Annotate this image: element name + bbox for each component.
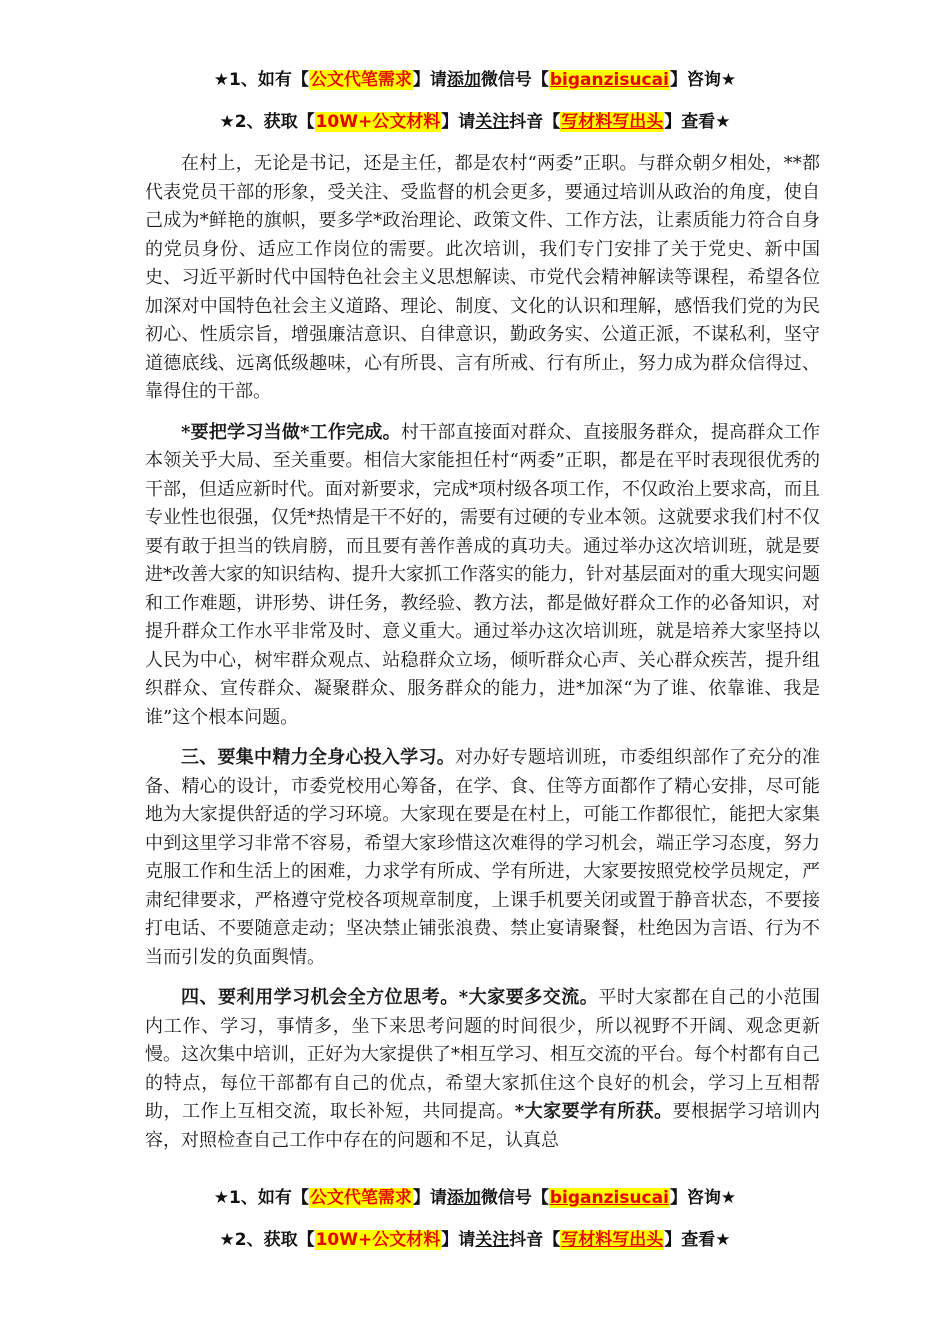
bottom-banner-line-1 bbox=[0, 1186, 950, 1210]
paragraph-heading: 四、要利用学习机会全方位思考。*大家要多交流。 bbox=[181, 987, 599, 1008]
banner-text: ★1、如有【 bbox=[213, 70, 309, 90]
highlight-wechat-id: biganzisucai bbox=[549, 1188, 669, 1208]
banner-text: 抖音【 bbox=[509, 1230, 561, 1250]
bottom-banner-line-2 bbox=[0, 1228, 950, 1252]
banner-text: ★2、获取【 bbox=[219, 1230, 315, 1250]
paragraph-heading: 三、要集中精力全身心投入学习。 bbox=[181, 747, 455, 768]
paragraph-subheading: *大家要学有所获。 bbox=[514, 1101, 673, 1122]
underlined-word: 关注 bbox=[475, 1230, 510, 1250]
banner-text: 】查看★ bbox=[664, 112, 731, 132]
highlight-materials: 10W+公文材料 bbox=[315, 1230, 441, 1250]
paragraph-text: 要根据学习培训内容，对照检查自己工作中存在的问题和不足，认真总 bbox=[145, 1101, 820, 1151]
banner-text: ★2、获取【 bbox=[219, 112, 315, 132]
paragraph-1 bbox=[145, 150, 820, 407]
paragraph-text: 平时大家都在自己的小范围内工作、学习，事情多，坐下来思考问题的时间很少，所以视野不开阔、观念更新慢。这次集中培训，正好为大家提供了*相互学习、相互交流的平台。每个村都有自己的特点，每位干部都有自己的优点，希望大家抓住这个良好的机会，学习上互相帮助，工作上互相交流，取长补短，共同提高。 bbox=[145, 987, 820, 1122]
paragraph-heading: *要把学习当做*工作完成。 bbox=[181, 421, 401, 443]
highlight-douyin: 写材料写出头 bbox=[561, 112, 664, 132]
document-body bbox=[145, 150, 820, 1167]
highlight-douyin: 写材料写出头 bbox=[561, 1230, 664, 1250]
highlight-materials: 10W+公文材料 bbox=[315, 112, 441, 132]
paragraph-text: 村干部直接面对群众、直接服务群众，提高群众工作本领关乎大局、至关重要。相信大家能担任村“两委”正职，都是在平时表现很优秀的干部，但适应新时代。面对新要求，完成*项村级各项工作，不仅政治上要求高，而且专业性也很强，仅凭*热情是干不好的，需要有过硬的专业本领。这就要求我们村不仅要有敢于担当的铁肩膀，而且要有善作善成的真功夫。通过举办这次培训班，就是要进*改善大家的知识结构、提升大家抓工作落实的能力，针对基层面对的重大现实问题和工作难题，讲形势、讲任务，教经验、教方法，都是做好群众工作的必备知识，对提升群众工作水平非常及时、意义重大。通过举办这次培训班，就是培养大家坚持以人民为中心，树牢群众观点、站稳群众立场，倾听群众心声、关心群众疾苦，提升组织群众、宣传群众、凝聚群众、服务群众的能力，进*加深“为了谁、依靠谁、我是谁”这个根本问题。 bbox=[145, 421, 821, 728]
banner-text: 】查看★ bbox=[664, 1230, 731, 1250]
banner-text: 】请 bbox=[412, 1188, 447, 1208]
underlined-word: 添加 bbox=[446, 1188, 481, 1208]
top-banner-line-2 bbox=[0, 110, 950, 134]
banner-text: 】咨询★ bbox=[669, 70, 737, 90]
banner-text: 】请 bbox=[441, 112, 476, 132]
highlight-service: 公文代笔需求 bbox=[309, 1188, 412, 1208]
paragraph-2 bbox=[145, 419, 820, 733]
banner-text: 抖音【 bbox=[509, 112, 561, 132]
underlined-word: 添加 bbox=[446, 70, 481, 90]
banner-text: 】请 bbox=[441, 1230, 476, 1250]
banner-text: 微信号【 bbox=[480, 70, 549, 90]
paragraph-3 bbox=[145, 744, 820, 972]
banner-text: 】请 bbox=[412, 70, 447, 90]
underlined-word: 关注 bbox=[475, 112, 510, 132]
banner-text: 】咨询★ bbox=[669, 1188, 737, 1208]
banner-text: ★1、如有【 bbox=[213, 1188, 309, 1208]
paragraph-4 bbox=[145, 984, 820, 1155]
highlight-service: 公文代笔需求 bbox=[309, 70, 412, 90]
top-banner-line-1 bbox=[0, 68, 950, 92]
paragraph-text: 对办好专题培训班，市委组织部作了充分的准备、精心的设计，市委党校用心筹备，在学、食、住等方面都作了精心安排，尽可能地为大家提供舒适的学习环境。大家现在要是在村上，可能工作都很忙，能把大家集中到这里学习非常不容易，希望大家珍惜这次难得的学习机会，端正学习态度，努力克服工作和生活上的困难，力求学有所成、学有所进，大家要按照党校学员规定，严肃纪律要求，严格遵守党校各项规章制度，上课手机要关闭或置于静音状态，不要接打电话、不要随意走动；坚决禁止铺张浪费、禁止宴请聚餐，杜绝因为言语、行为不当而引发的负面舆情。 bbox=[145, 747, 821, 968]
highlight-wechat-id: biganzisucai bbox=[549, 70, 669, 90]
paragraph-text: 在村上，无论是书记，还是主任，都是农村“两委”正职。与群众朝夕相处，**都代表党员干部的形象，受关注、受监督的机会更多，要通过培训从政治的角度，使自己成为*鲜艳的旗帜，要多学*政治理论、政策文件、工作方法，让素质能力符合自身的党员身份、适应工作岗位的需要。此次培训，我们专门安排了关于党史、新中国史、习近平新时代中国特色社会主义思想解读、市党代会精神解读等课程，希望各位加深对中国特色社会主义道路、理论、制度、文化的认识和理解，感悟我们党的为民初心、性质宗旨，增强廉洁意识、自律意识，勤政务实、公道正派，不谋私利，坚守道德底线、远离低级趣味，心有所畏、言有所戒、行有所止，努力成为群众信得过、靠得住的干部。 bbox=[145, 153, 820, 402]
banner-text: 微信号【 bbox=[480, 1188, 549, 1208]
